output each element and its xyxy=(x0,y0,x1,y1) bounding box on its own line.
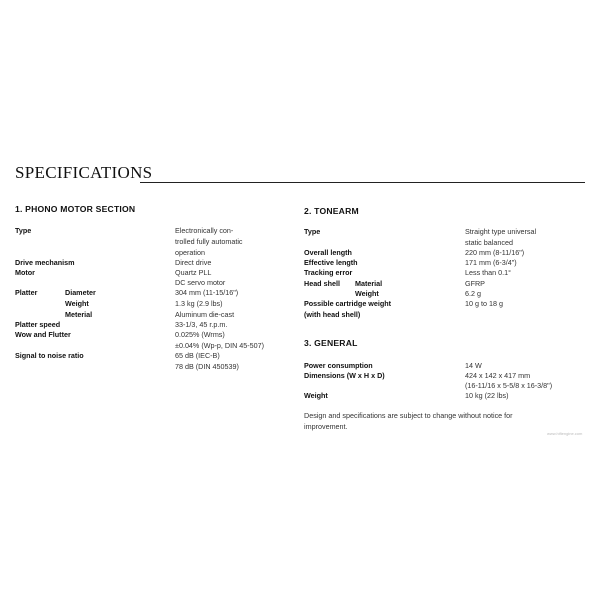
tonearm-headshell-label: Head shell xyxy=(304,279,340,288)
tonearm-tracking-value: Less than 0.1° xyxy=(465,268,512,277)
phono-platter-material-label: Meterial xyxy=(65,310,93,319)
tonearm-type-label: Type xyxy=(304,227,321,236)
tonearm-headshell-material-label: Material xyxy=(355,279,383,288)
phono-drive-value: Direct drive xyxy=(175,258,212,267)
general-dims-value-1: 424 x 142 x 417 mm xyxy=(465,371,531,380)
tonearm-cartridge-value: 10 g to 18 g xyxy=(465,299,503,308)
phono-motor-label: Motor xyxy=(15,268,35,277)
tonearm-cartridge-label-2: (with head shell) xyxy=(304,310,361,319)
tonearm-cartridge-label-1: Possible cartridge weight xyxy=(304,299,392,308)
tonearm-effective-value: 171 mm (6-3/4") xyxy=(465,258,517,267)
phono-platter-diameter-label: Diameter xyxy=(65,288,96,297)
phono-type-value-3: operation xyxy=(175,248,205,257)
phono-wow-label: Wow and Flutter xyxy=(15,330,71,339)
tonearm-type-value-2: static balanced xyxy=(465,238,513,247)
general-power-value: 14 W xyxy=(465,361,482,370)
tonearm-tracking-label: Tracking error xyxy=(304,268,353,277)
phono-platter-diameter-value: 304 mm (11-15/16") xyxy=(175,288,239,297)
phono-speed-label: Platter speed xyxy=(15,320,61,329)
phono-type-label: Type xyxy=(15,226,32,235)
general-power-label: Power consumption xyxy=(304,361,373,370)
disclaimer-note xyxy=(304,410,574,432)
tonearm-overall-label: Overall length xyxy=(304,248,352,257)
tonearm-overall-value: 220 mm (8-11/16") xyxy=(465,248,525,257)
title-rule xyxy=(140,182,585,183)
phono-type-value-1: Electronically con- xyxy=(175,226,234,235)
phono-motor-value-1: Quartz PLL xyxy=(175,268,212,277)
phono-wow-value-2: ±0.04% (Wp-p, DIN 45-507) xyxy=(175,341,265,350)
tonearm-headshell-material-value: GFRP xyxy=(465,279,485,288)
phono-platter-label: Platter xyxy=(15,288,38,297)
phono-snr-label: Signal to noise ratio xyxy=(15,351,84,360)
tonearm-type-value-1: Straight type universal xyxy=(465,227,537,236)
phono-snr-value-2: 78 dB (DIN 450539) xyxy=(175,362,239,371)
phono-drive-label: Drive mechanism xyxy=(15,258,75,267)
phono-platter-weight-value: 1.3 kg (2.9 lbs) xyxy=(175,299,223,308)
phono-type-value-2: trolled fully automatic xyxy=(175,237,243,246)
watermark: www.hifiengine.com xyxy=(547,431,583,436)
phono-snr-value-1: 65 dB (IEC-B) xyxy=(175,351,220,360)
general-weight-label: Weight xyxy=(304,391,328,400)
tonearm-section-heading: 2. TONEARM xyxy=(304,206,359,216)
tonearm-headshell-weight-value: 6.2 g xyxy=(465,289,481,298)
disclaimer-line-1: Design and specifications are subject to change without notice for xyxy=(304,411,513,420)
tonearm-headshell-weight-label: Weight xyxy=(355,289,379,298)
page-title: SPECIFICATIONS xyxy=(15,163,153,182)
tonearm-effective-label: Effective length xyxy=(304,258,358,267)
phono-wow-value-1: 0.025% (Wrms) xyxy=(175,330,225,339)
general-dims-label: Dimensions (W x H x D) xyxy=(304,371,385,380)
phono-platter-material-value: Aluminum die-cast xyxy=(175,310,235,319)
phono-section-heading: 1. PHONO MOTOR SECTION xyxy=(15,204,136,214)
general-dims-value-2: (16-11/16 x 5-5/8 x 16-3/8") xyxy=(465,381,553,390)
phono-speed-value: 33-1/3, 45 r.p.m. xyxy=(175,320,228,329)
general-section-heading: 3. GENERAL xyxy=(304,338,358,348)
general-weight-value: 10 kg (22 lbs) xyxy=(465,391,509,400)
disclaimer-line-2: improvement. xyxy=(304,422,348,431)
phono-motor-value-2: DC servo motor xyxy=(175,278,226,287)
phono-platter-weight-label: Weight xyxy=(65,299,89,308)
